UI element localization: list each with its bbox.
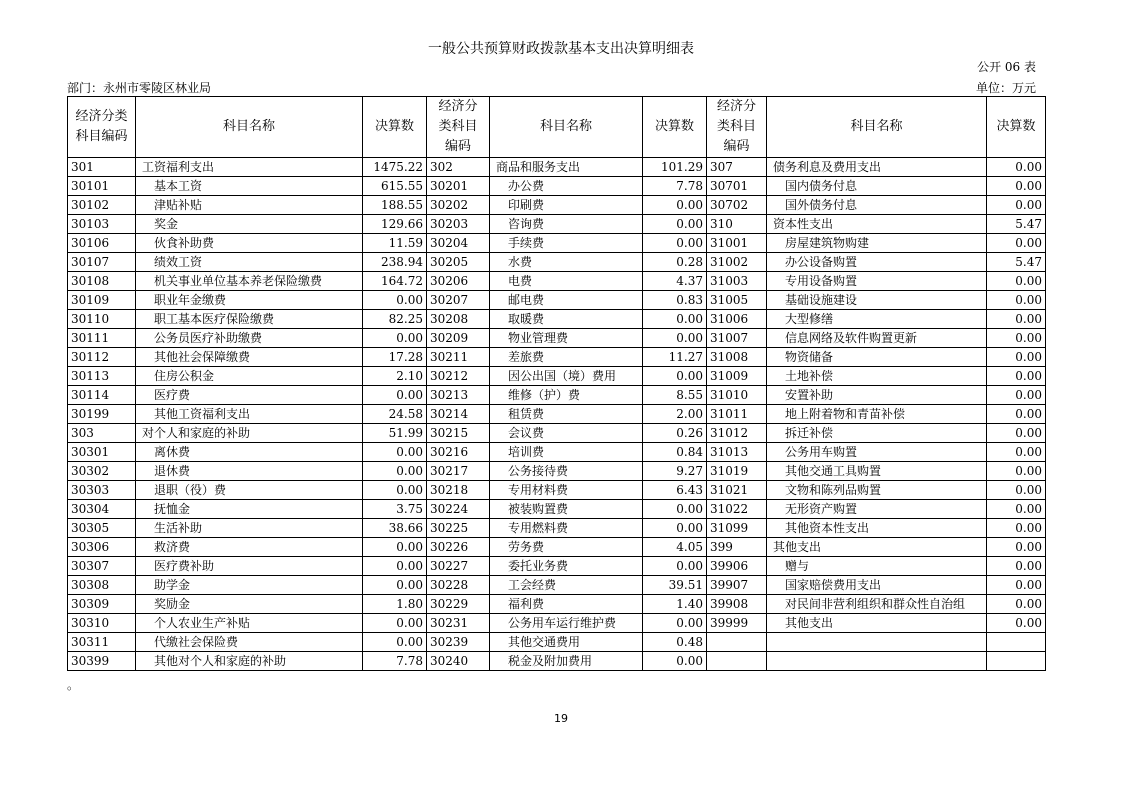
cell-code: 30231 [427,614,490,633]
cell-code: 31010 [707,386,767,405]
cell-amount: 0.00 [363,329,427,348]
table-row [68,538,1046,557]
cell-name: 机关事业单位基本养老保险缴费 [136,272,363,291]
cell-amount: 0.00 [987,405,1046,424]
cell-amount: 5.47 [987,215,1046,234]
cell-name: 水费 [490,253,643,272]
header-name: 科目名称 [136,97,363,158]
cell-amount: 8.55 [643,386,707,405]
cell-amount: 0.00 [363,538,427,557]
cell-name: 债务利息及费用支出 [767,158,987,177]
cell-code: 30207 [427,291,490,310]
cell-code: 30206 [427,272,490,291]
cell-amount: 0.00 [987,614,1046,633]
cell-name: 租赁费 [490,405,643,424]
cell-code: 31006 [707,310,767,329]
cell-name: 国外债务付息 [767,196,987,215]
cell-amount: 0.00 [643,329,707,348]
cell-name: 奖励金 [136,595,363,614]
cell-amount: 2.00 [643,405,707,424]
cell-code: 31013 [707,443,767,462]
cell-amount: 3.75 [363,500,427,519]
cell-name: 拆迁补偿 [767,424,987,443]
cell-amount: 0.00 [987,443,1046,462]
cell-name: 委托业务费 [490,557,643,576]
cell-amount: 11.59 [363,234,427,253]
cell-name: 国内债务付息 [767,177,987,196]
cell-code: 30101 [68,177,136,196]
cell-name: 奖金 [136,215,363,234]
cell-code: 30302 [68,462,136,481]
cell-code: 30309 [68,595,136,614]
cell-amount: 9.27 [643,462,707,481]
table-row [68,405,1046,424]
cell-amount: 0.00 [643,367,707,386]
table-row [68,652,1046,671]
cell-amount: 0.83 [643,291,707,310]
cell-name: 退职（役）费 [136,481,363,500]
cell-amount: 129.66 [363,215,427,234]
table-row [68,462,1046,481]
cell-code: 30211 [427,348,490,367]
table-row [68,614,1046,633]
cell-name: 其他资本性支出 [767,519,987,538]
cell-code: 30110 [68,310,136,329]
cell-name: 咨询费 [490,215,643,234]
cell-code: 30227 [427,557,490,576]
cell-name: 差旅费 [490,348,643,367]
cell-name: 地上附着物和青苗补偿 [767,405,987,424]
cell-amount: 0.00 [643,196,707,215]
table-row [68,519,1046,538]
cell-amount: 0.00 [987,386,1046,405]
cell-code: 31003 [707,272,767,291]
header-name: 科目名称 [767,97,987,158]
cell-amount: 0.00 [987,367,1046,386]
cell-amount: 0.00 [363,462,427,481]
cell-name: 医疗费补助 [136,557,363,576]
cell-code: 30217 [427,462,490,481]
cell-amount: 0.00 [363,481,427,500]
cell-name: 被装购置费 [490,500,643,519]
cell-code: 31007 [707,329,767,348]
cell-amount: 4.37 [643,272,707,291]
cell-name: 办公设备购置 [767,253,987,272]
cell-code: 303 [68,424,136,443]
cell-name: 个人农业生产补贴 [136,614,363,633]
cell-code: 30212 [427,367,490,386]
cell-name: 电费 [490,272,643,291]
cell-name: 其他社会保障缴费 [136,348,363,367]
cell-amount [987,633,1046,652]
cell-amount: 39.51 [643,576,707,595]
cell-code: 30102 [68,196,136,215]
cell-amount: 0.00 [363,614,427,633]
cell-code: 30214 [427,405,490,424]
cell-amount: 11.27 [643,348,707,367]
cell-code: 31021 [707,481,767,500]
cell-name: 资本性支出 [767,215,987,234]
cell-amount: 0.28 [643,253,707,272]
cell-amount: 0.00 [987,310,1046,329]
cell-name: 邮电费 [490,291,643,310]
cell-amount: 101.29 [643,158,707,177]
table-row [68,367,1046,386]
cell-amount: 0.00 [643,519,707,538]
page-number: 19 [554,712,568,725]
table-row [68,348,1046,367]
cell-amount: 0.00 [643,652,707,671]
unit-label: 单位：万元 [975,81,1036,95]
table-row [68,291,1046,310]
cell-amount: 188.55 [363,196,427,215]
cell-name: 取暖费 [490,310,643,329]
cell-name: 职工基本医疗保险缴费 [136,310,363,329]
cell-code: 39906 [707,557,767,576]
cell-code: 301 [68,158,136,177]
cell-amount: 0.00 [987,481,1046,500]
cell-amount: 1475.22 [363,158,427,177]
cell-code: 39999 [707,614,767,633]
table-row [68,443,1046,462]
cell-amount: 0.00 [987,177,1046,196]
cell-code: 302 [427,158,490,177]
table-row [68,424,1046,443]
cell-name: 公务用车运行维护费 [490,614,643,633]
cell-amount: 82.25 [363,310,427,329]
table-row [68,329,1046,348]
cell-name: 对个人和家庭的补助 [136,424,363,443]
cell-code: 31099 [707,519,767,538]
cell-name: 专用设备购置 [767,272,987,291]
cell-amount: 0.00 [987,348,1046,367]
cell-code [707,652,767,671]
cell-code: 30304 [68,500,136,519]
cell-name: 维修（护）费 [490,386,643,405]
cell-amount: 0.00 [987,519,1046,538]
cell-amount: 0.00 [363,633,427,652]
cell-amount: 0.00 [987,538,1046,557]
cell-amount: 7.78 [363,652,427,671]
cell-code: 30310 [68,614,136,633]
cell-name: 办公费 [490,177,643,196]
cell-code: 30208 [427,310,490,329]
cell-code: 30199 [68,405,136,424]
cell-code: 30702 [707,196,767,215]
page-title: 一般公共预算财政拨款基本支出决算明细表 [428,41,694,57]
cell-amount: 24.58 [363,405,427,424]
cell-code: 30226 [427,538,490,557]
cell-code [707,633,767,652]
cell-amount: 4.05 [643,538,707,557]
cell-amount: 0.00 [987,462,1046,481]
cell-amount: 0.00 [363,557,427,576]
cell-code: 30202 [427,196,490,215]
cell-amount: 0.00 [987,424,1046,443]
cell-code: 30306 [68,538,136,557]
cell-code: 30228 [427,576,490,595]
cell-code: 30201 [427,177,490,196]
cell-name: 因公出国（境）费用 [490,367,643,386]
cell-name: 救济费 [136,538,363,557]
cell-name: 大型修缮 [767,310,987,329]
cell-amount: 1.40 [643,595,707,614]
cell-code: 30311 [68,633,136,652]
header-amount: 决算数 [363,97,427,158]
cell-code: 30224 [427,500,490,519]
cell-name: 其他工资福利支出 [136,405,363,424]
cell-code: 30239 [427,633,490,652]
cell-code: 31022 [707,500,767,519]
cell-name: 其他支出 [767,614,987,633]
cell-name: 土地补偿 [767,367,987,386]
cell-amount: 0.00 [643,557,707,576]
cell-code: 310 [707,215,767,234]
cell-code: 30107 [68,253,136,272]
cell-code: 30111 [68,329,136,348]
cell-code: 399 [707,538,767,557]
cell-name: 津贴补贴 [136,196,363,215]
cell-amount: 0.00 [643,500,707,519]
cell-amount: 238.94 [363,253,427,272]
cell-code: 31019 [707,462,767,481]
cell-name: 物业管理费 [490,329,643,348]
table-row [68,196,1046,215]
cell-name: 福利费 [490,595,643,614]
cell-code: 30307 [68,557,136,576]
cell-code: 30209 [427,329,490,348]
cell-name: 物资储备 [767,348,987,367]
cell-code: 30103 [68,215,136,234]
cell-code: 307 [707,158,767,177]
cell-code: 31012 [707,424,767,443]
table-number: 公开 06 表 [977,60,1036,74]
cell-amount: 0.00 [363,291,427,310]
cell-amount: 0.00 [987,329,1046,348]
cell-name [767,652,987,671]
cell-code: 31009 [707,367,767,386]
cell-amount: 0.00 [643,310,707,329]
cell-code: 30204 [427,234,490,253]
cell-amount: 0.00 [987,500,1046,519]
cell-name: 专用燃料费 [490,519,643,538]
footnote: 。 [67,678,80,692]
cell-name: 对民间非营利组织和群众性自治组 [767,595,987,614]
cell-name: 公务员医疗补助缴费 [136,329,363,348]
table-row [68,500,1046,519]
cell-name: 公务接待费 [490,462,643,481]
cell-name: 培训费 [490,443,643,462]
cell-name: 退休费 [136,462,363,481]
cell-code: 30701 [707,177,767,196]
cell-amount: 0.00 [363,443,427,462]
header-name: 科目名称 [490,97,643,158]
cell-code: 30108 [68,272,136,291]
cell-name: 信息网络及软件购置更新 [767,329,987,348]
cell-code: 30218 [427,481,490,500]
cell-code: 30106 [68,234,136,253]
cell-name: 离休费 [136,443,363,462]
cell-code: 31011 [707,405,767,424]
table-row [68,177,1046,196]
cell-amount: 7.78 [643,177,707,196]
cell-amount: 38.66 [363,519,427,538]
cell-name: 基本工资 [136,177,363,196]
cell-amount: 0.00 [987,291,1046,310]
cell-code: 30216 [427,443,490,462]
cell-name: 抚恤金 [136,500,363,519]
cell-amount: 0.00 [363,576,427,595]
cell-amount: 0.84 [643,443,707,462]
table-row [68,234,1046,253]
table-row [68,310,1046,329]
table-row [68,576,1046,595]
cell-code: 30308 [68,576,136,595]
cell-code: 39907 [707,576,767,595]
cell-code: 31002 [707,253,767,272]
cell-name: 其他支出 [767,538,987,557]
cell-amount: 5.47 [987,253,1046,272]
cell-name: 商品和服务支出 [490,158,643,177]
cell-amount: 0.00 [987,595,1046,614]
cell-name: 国家赔偿费用支出 [767,576,987,595]
cell-code: 30205 [427,253,490,272]
cell-code: 31008 [707,348,767,367]
cell-amount: 1.80 [363,595,427,614]
cell-code: 30240 [427,652,490,671]
cell-amount [987,652,1046,671]
cell-amount: 0.00 [987,196,1046,215]
cell-name [767,633,987,652]
cell-code: 30109 [68,291,136,310]
cell-amount: 0.00 [987,576,1046,595]
cell-name: 房屋建筑物购建 [767,234,987,253]
cell-code: 30301 [68,443,136,462]
cell-code: 39908 [707,595,767,614]
header-code: 经济分类科目编码 [427,97,490,158]
cell-code: 30203 [427,215,490,234]
cell-name: 职业年金缴费 [136,291,363,310]
cell-amount: 51.99 [363,424,427,443]
cell-amount: 0.00 [987,557,1046,576]
cell-name: 工资福利支出 [136,158,363,177]
cell-code: 30112 [68,348,136,367]
cell-name: 伙食补助费 [136,234,363,253]
budget-detail-table [67,96,1046,671]
cell-amount: 0.00 [987,158,1046,177]
cell-amount: 2.10 [363,367,427,386]
cell-name: 其他对个人和家庭的补助 [136,652,363,671]
cell-code: 30305 [68,519,136,538]
cell-name: 其他交通工具购置 [767,462,987,481]
cell-amount: 0.00 [987,234,1046,253]
cell-code: 31005 [707,291,767,310]
cell-code: 30215 [427,424,490,443]
cell-name: 其他交通费用 [490,633,643,652]
cell-code: 30303 [68,481,136,500]
cell-name: 代缴社会保险费 [136,633,363,652]
department-label: 部门：永州市零陵区林业局 [67,81,212,95]
cell-name: 赠与 [767,557,987,576]
cell-name: 医疗费 [136,386,363,405]
cell-amount: 0.48 [643,633,707,652]
cell-amount: 0.00 [363,386,427,405]
table-row [68,481,1046,500]
cell-name: 安置补助 [767,386,987,405]
cell-amount: 0.26 [643,424,707,443]
cell-amount: 0.00 [643,215,707,234]
cell-name: 会议费 [490,424,643,443]
cell-name: 工会经费 [490,576,643,595]
cell-name: 专用材料费 [490,481,643,500]
header-amount: 决算数 [987,97,1046,158]
cell-amount: 0.00 [987,272,1046,291]
cell-code: 30113 [68,367,136,386]
table-row [68,215,1046,234]
table-row [68,595,1046,614]
table-row [68,633,1046,652]
cell-name: 生活补助 [136,519,363,538]
header-amount: 决算数 [643,97,707,158]
table-row [68,158,1046,177]
cell-name: 住房公积金 [136,367,363,386]
table-row [68,272,1046,291]
cell-code: 30399 [68,652,136,671]
cell-name: 公务用车购置 [767,443,987,462]
table-row [68,253,1046,272]
cell-amount: 6.43 [643,481,707,500]
header-row [68,97,1046,158]
cell-amount: 0.00 [643,614,707,633]
cell-name: 文物和陈列品购置 [767,481,987,500]
cell-name: 助学金 [136,576,363,595]
header-code: 经济分类科目编码 [68,97,136,158]
table-row [68,386,1046,405]
cell-amount: 0.00 [643,234,707,253]
cell-amount: 615.55 [363,177,427,196]
table-row [68,557,1046,576]
cell-code: 30229 [427,595,490,614]
cell-code: 30114 [68,386,136,405]
cell-name: 税金及附加费用 [490,652,643,671]
cell-code: 30225 [427,519,490,538]
cell-name: 劳务费 [490,538,643,557]
cell-name: 手续费 [490,234,643,253]
cell-code: 30213 [427,386,490,405]
cell-name: 基础设施建设 [767,291,987,310]
cell-amount: 164.72 [363,272,427,291]
cell-name: 绩效工资 [136,253,363,272]
cell-amount: 17.28 [363,348,427,367]
header-code: 经济分类科目编码 [707,97,767,158]
cell-name: 无形资产购置 [767,500,987,519]
cell-name: 印刷费 [490,196,643,215]
cell-code: 31001 [707,234,767,253]
